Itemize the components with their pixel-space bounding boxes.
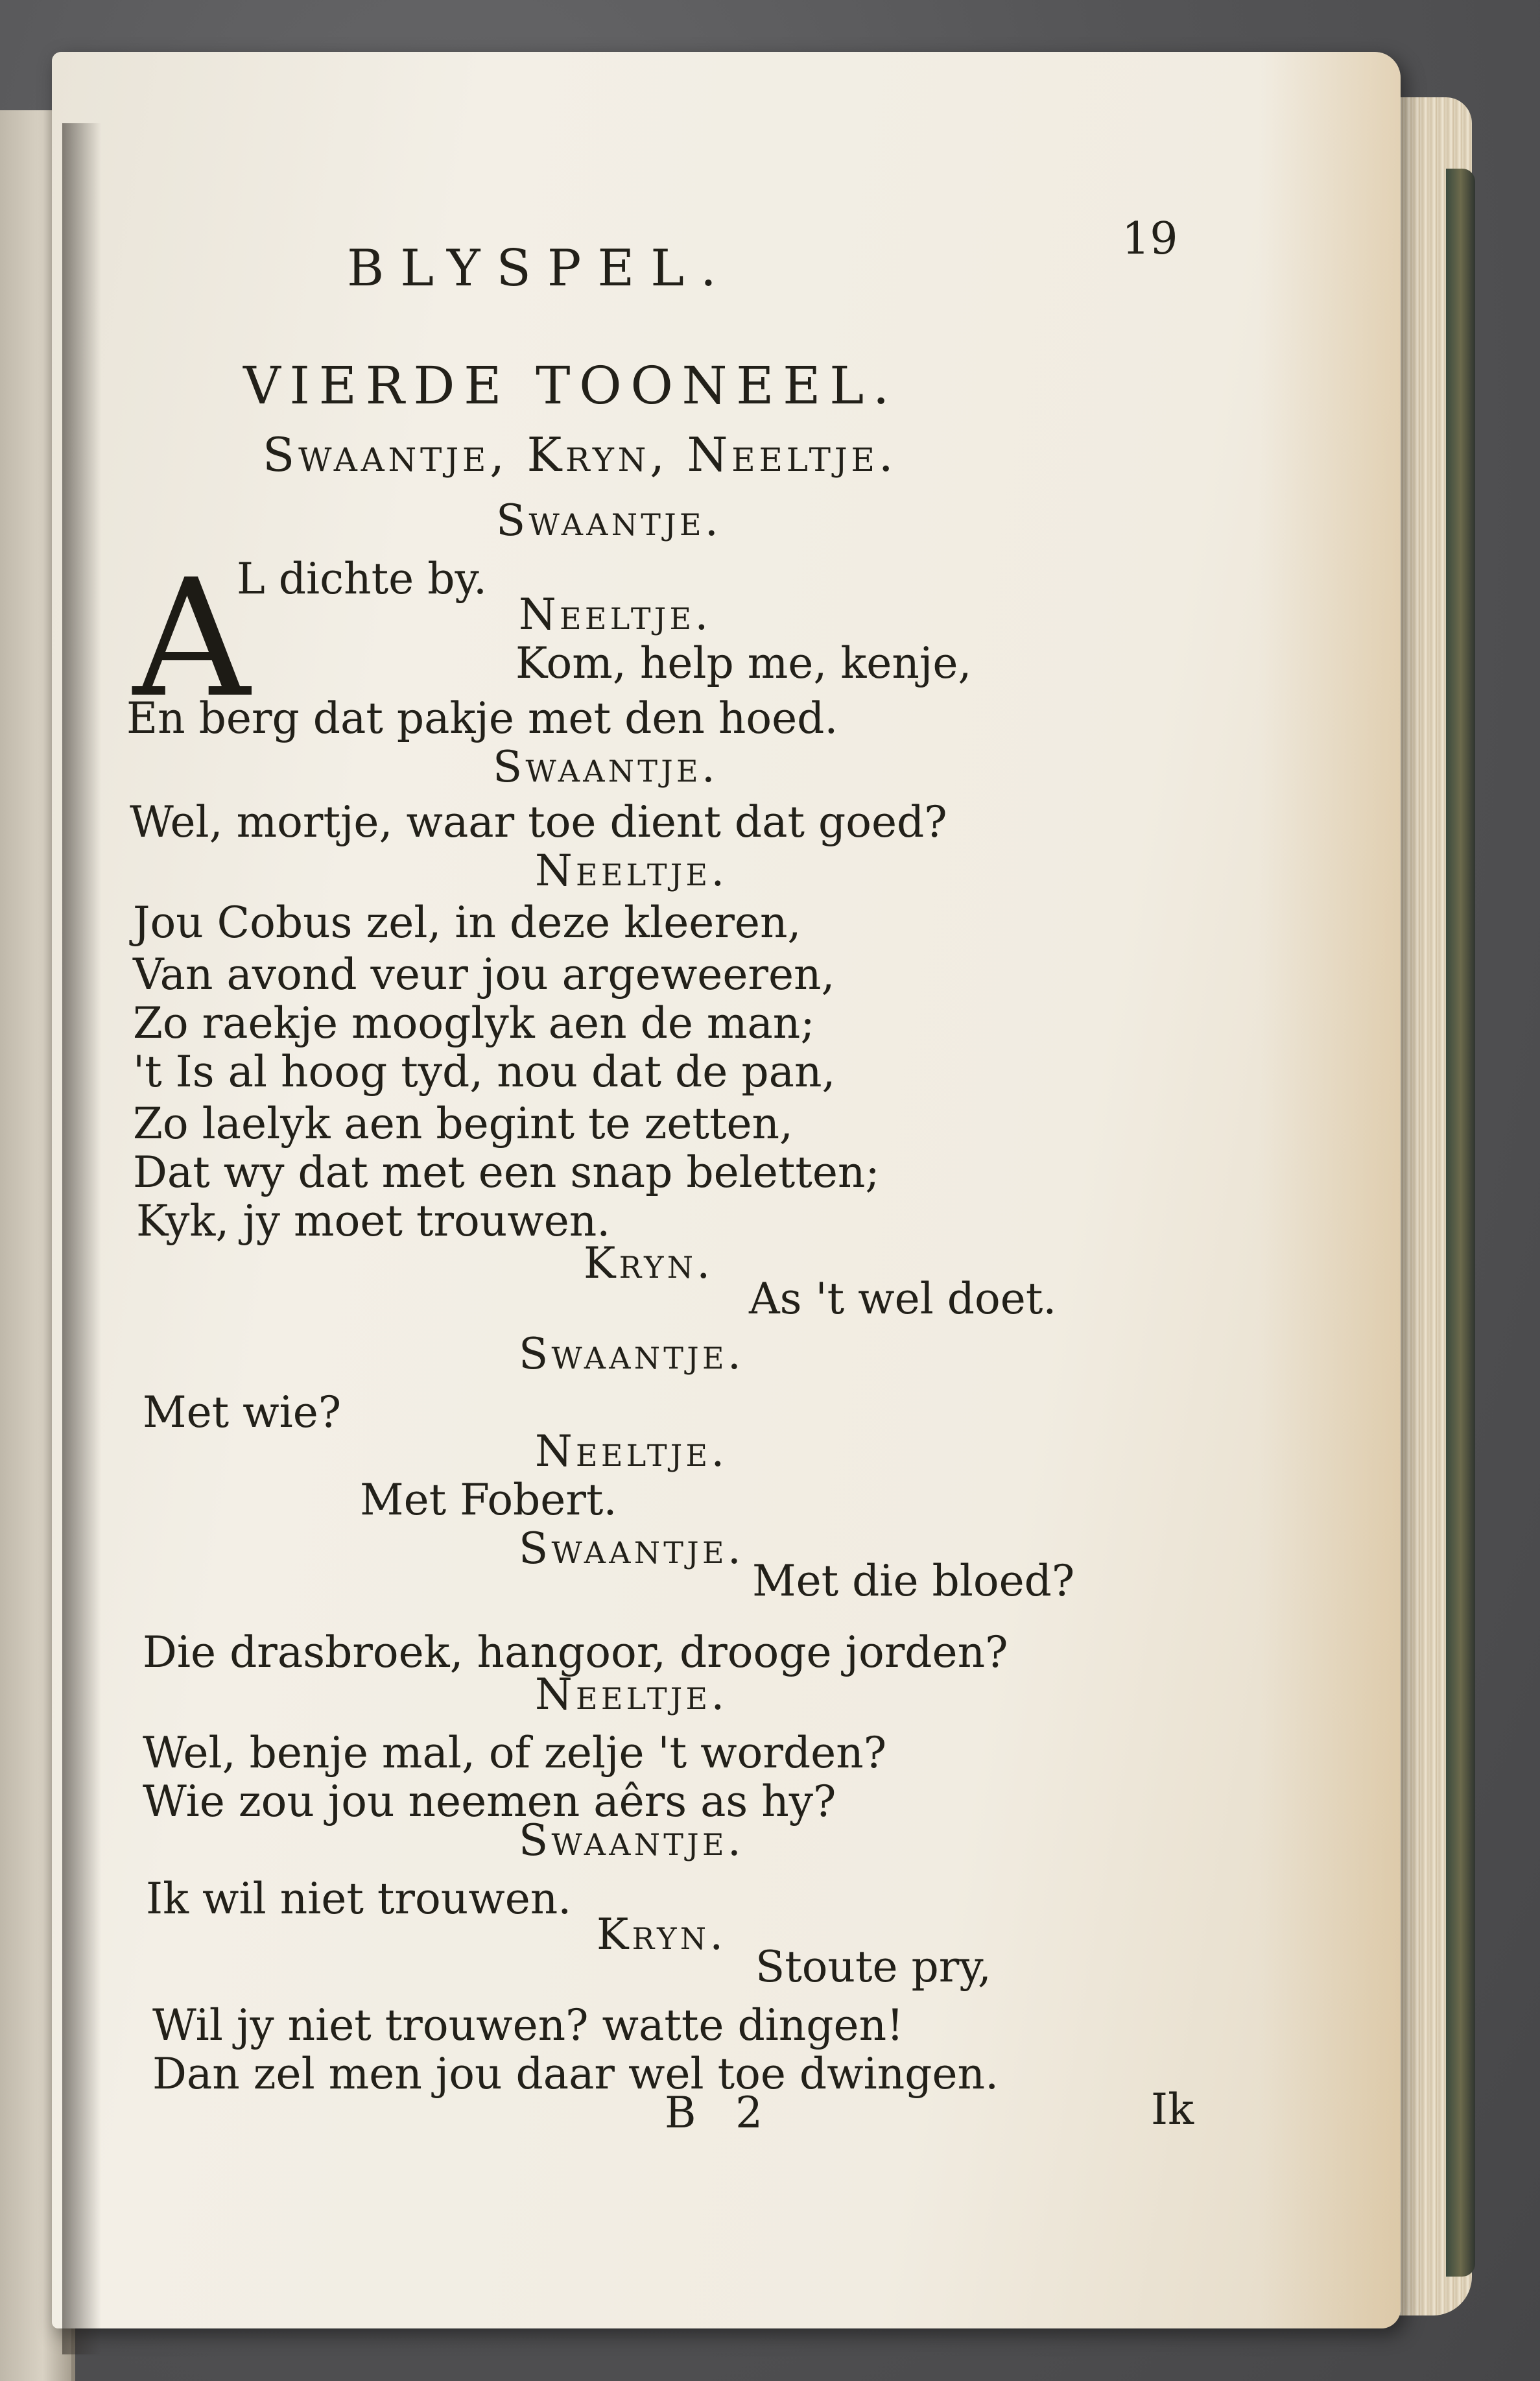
verse-line: Zo laelyk aen begint te zetten, [133, 1099, 794, 1149]
verse-line: Die drasbroek, hangoor, drooge jorden? [143, 1627, 1008, 1677]
drop-cap: A [133, 544, 250, 733]
scene-characters: Swaantje, Kryn, Neeltje. [263, 427, 897, 482]
verse-line: Kyk, jy moet trouwen. [136, 1196, 611, 1246]
verse-line: Ik wil niet trouwen. [146, 1874, 572, 1924]
verse-line: En berg dat pakje met den hoed. [126, 693, 838, 743]
verse-line: 't Is al hoog tyd, nou dat de pan, [133, 1047, 836, 1097]
verse-line: Met Fobert. [360, 1475, 617, 1525]
speaker-label: Swaantje. [493, 742, 719, 792]
speaker-label: Swaantje. [496, 496, 722, 545]
verse-line: Wie zou jou neemen aêrs as hy? [143, 1777, 836, 1826]
speaker-label: Kryn. [584, 1238, 714, 1288]
verse-line: Jou Cobus zel, in deze kleeren, [133, 898, 801, 948]
signature-mark: B 2 [665, 2088, 776, 2138]
speaker-label: Neeltje. [535, 1669, 728, 1719]
verse-line: Wel, mortje, waar toe dient dat goed? [130, 797, 947, 847]
verse-line: Kom, help me, kenje, [515, 638, 972, 688]
page-number: 19 [1122, 213, 1178, 265]
verse-line: Van avond veur jou argeweeren, [133, 950, 835, 999]
verse-line: L dichte by. [237, 554, 487, 604]
verse-line: Wil jy niet trouwen? watte dingen! [152, 2000, 904, 2050]
scene-title: VIERDE TOONEEL. [243, 355, 898, 416]
speaker-label: Swaantje. [519, 1524, 745, 1573]
speaker-label: Swaantje. [519, 1329, 745, 1379]
verse-line: Dat wy dat met een snap beletten; [133, 1147, 880, 1197]
catchword: Ik [1151, 2085, 1194, 2135]
verse-line: Stoute pry, [755, 1942, 991, 1992]
running-head-title: BLYSPEL. [347, 239, 733, 298]
speaker-label: Neeltje. [535, 1426, 728, 1476]
verse-line: Wel, benje mal, of zelje 't worden? [143, 1728, 887, 1778]
binding-edge [1446, 169, 1475, 2277]
verse-line: Zo raekje mooglyk aen de man; [133, 998, 815, 1048]
verse-line: Met die bloed? [752, 1556, 1075, 1606]
verse-line: Dan zel men jou daar wel toe dwingen. [152, 2049, 999, 2099]
verse-line: Met wie? [143, 1387, 342, 1437]
speaker-label: Kryn. [597, 1909, 727, 1959]
speaker-label: Neeltje. [535, 846, 728, 896]
verse-line: As 't wel doet. [749, 1274, 1057, 1324]
speaker-label: Neeltje. [519, 590, 712, 640]
gutter-shadow [62, 123, 101, 2354]
speaker-label: Swaantje. [519, 1815, 745, 1865]
